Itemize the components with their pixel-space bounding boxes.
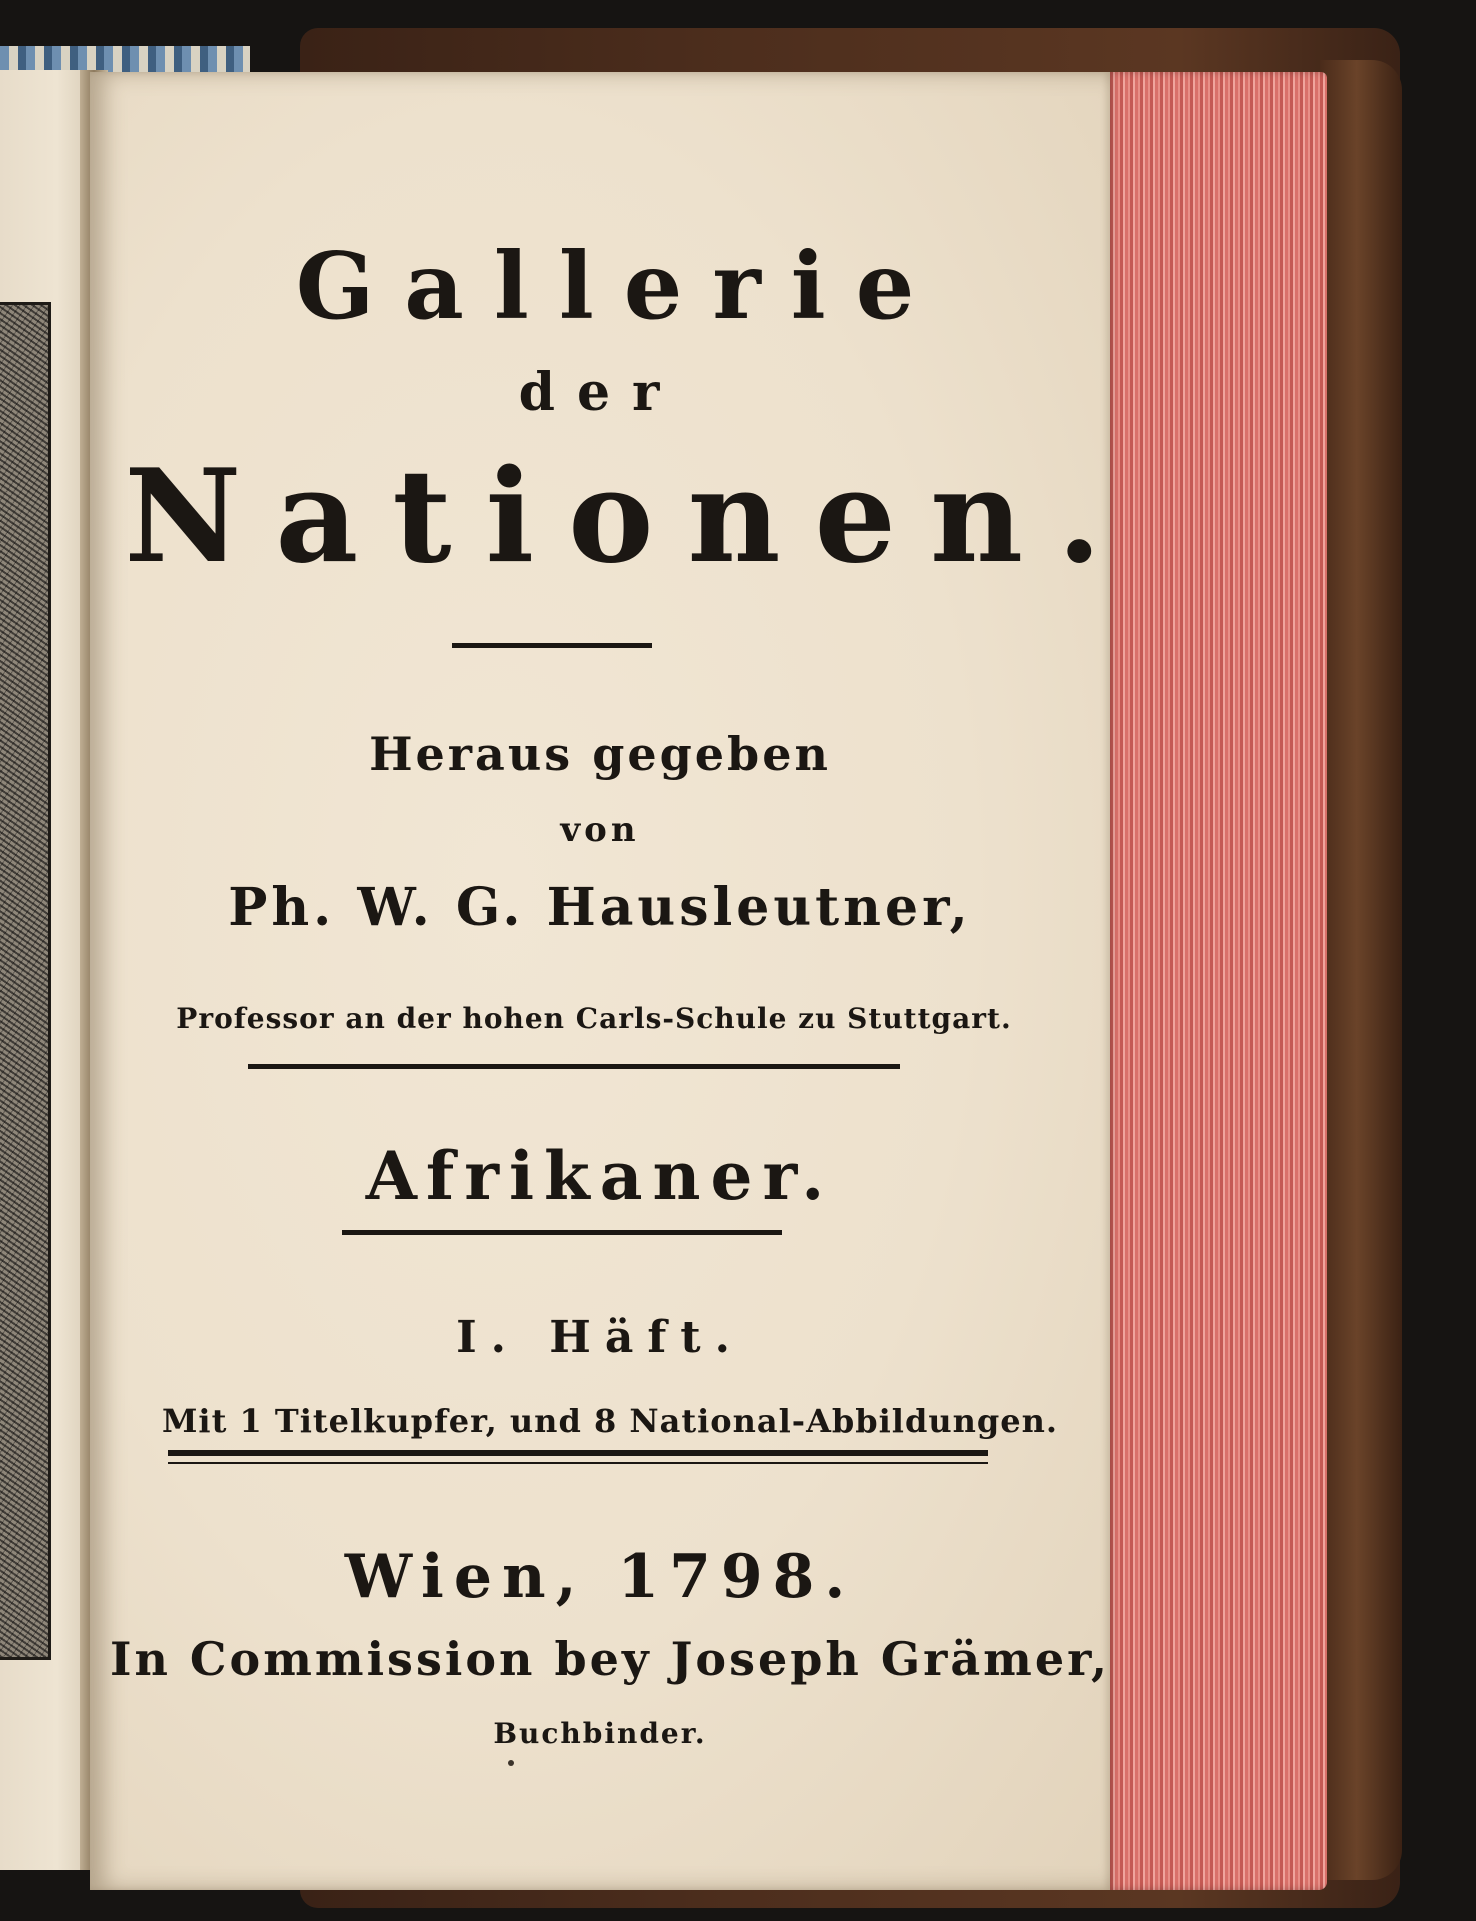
imprint-place-year: Wien, 1798. xyxy=(344,1542,856,1612)
imprint-trade: Buchbinder. xyxy=(493,1717,707,1750)
double-rule-top xyxy=(168,1450,988,1456)
double-rule-bottom xyxy=(168,1462,988,1464)
red-fore-edge xyxy=(1105,72,1327,1890)
part-number: I. Häft. xyxy=(456,1312,744,1363)
rule-2 xyxy=(248,1064,900,1069)
signature-dot xyxy=(508,1760,514,1766)
editor-von: von xyxy=(560,810,640,850)
editor-title: Professor an der hohen Carls-Schule zu Stuttgart. xyxy=(176,1002,1012,1035)
frontispiece-engraving xyxy=(0,302,51,1660)
illustrations-note: Mit 1 Titelkupfer, und 8 National-Abbildungen. xyxy=(161,1402,1058,1440)
title-page-content xyxy=(90,72,1136,1890)
title-line-1: Gallerie xyxy=(295,232,945,340)
volume-title: Afrikaner. xyxy=(365,1137,835,1215)
rule-3 xyxy=(342,1230,782,1235)
editor-intro: Heraus gegeben xyxy=(369,727,831,781)
title-line-2: der xyxy=(518,362,682,423)
book-cover-edge xyxy=(1320,60,1402,1880)
rule-1 xyxy=(452,643,652,648)
imprint-publisher: In Commission bey Joseph Grämer, xyxy=(109,1632,1111,1686)
editor-name: Ph. W. G. Hausleutner, xyxy=(228,877,972,938)
title-line-3: Nationen. xyxy=(124,442,1136,592)
title-page xyxy=(90,72,1136,1890)
